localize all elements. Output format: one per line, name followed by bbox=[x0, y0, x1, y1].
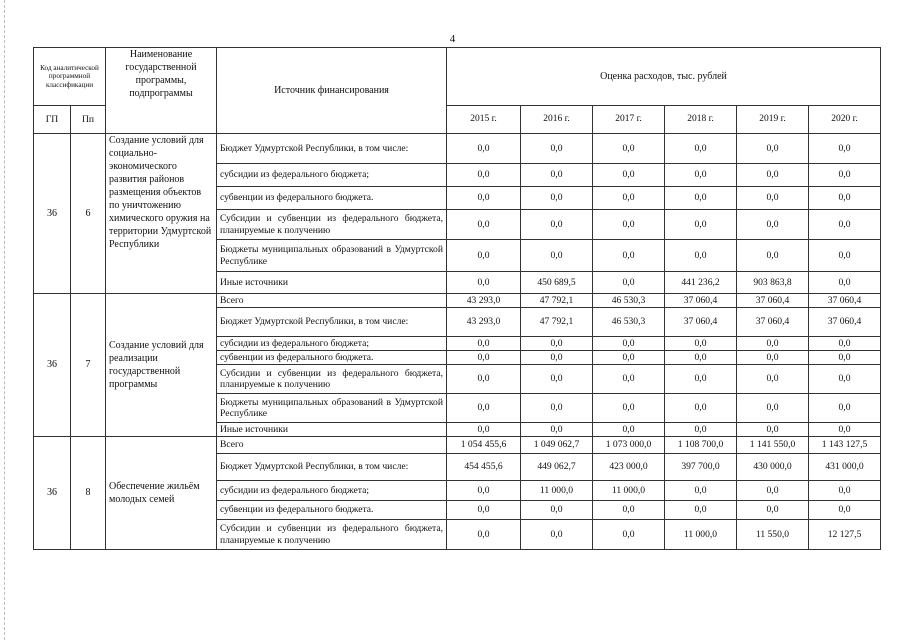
value-cell: 0,0 bbox=[737, 501, 809, 520]
table-row bbox=[34, 437, 881, 454]
program-name-cell: Создание условий для социально-экономического развития районов размещения объектов по уничтожению химического оружия на территории Удмуртской Республики bbox=[106, 134, 217, 294]
value-cell: 0,0 bbox=[447, 394, 521, 423]
code-pp-cell: 7 bbox=[71, 294, 106, 437]
value-cell: 0,0 bbox=[593, 164, 665, 187]
value-cell: 0,0 bbox=[521, 164, 593, 187]
value-cell: 0,0 bbox=[447, 240, 521, 272]
value-cell: 0,0 bbox=[737, 365, 809, 394]
value-cell: 0,0 bbox=[737, 351, 809, 365]
value-cell: 0,0 bbox=[737, 394, 809, 423]
table-body bbox=[34, 134, 881, 550]
header-year: 2017 г. bbox=[593, 106, 665, 134]
value-cell: 0,0 bbox=[665, 337, 737, 351]
value-cell: 0,0 bbox=[809, 164, 881, 187]
value-cell: 0,0 bbox=[665, 481, 737, 501]
header-year: 2015 г. bbox=[447, 106, 521, 134]
value-cell: 0,0 bbox=[521, 210, 593, 240]
funding-source-cell: субсидии из федерального бюджета; bbox=[217, 164, 447, 187]
code-pp-cell: 8 bbox=[71, 437, 106, 550]
value-cell: 0,0 bbox=[809, 365, 881, 394]
code-gp-cell: 36 bbox=[34, 437, 71, 550]
value-cell: 12 127,5 bbox=[809, 520, 881, 550]
value-cell: 397 700,0 bbox=[665, 454, 737, 481]
value-cell: 0,0 bbox=[593, 337, 665, 351]
value-cell: 0,0 bbox=[593, 520, 665, 550]
header-code-group: Код аналитической программной классификации bbox=[34, 48, 106, 106]
header-year: 2020 г. bbox=[809, 106, 881, 134]
value-cell: 0,0 bbox=[521, 423, 593, 437]
funding-source-cell: Иные источники bbox=[217, 272, 447, 294]
value-cell: 0,0 bbox=[447, 337, 521, 351]
table-row bbox=[34, 134, 881, 164]
funding-source-cell: Субсидии и субвенции из федерального бюджета, планируемые к получению bbox=[217, 520, 447, 550]
value-cell: 0,0 bbox=[665, 351, 737, 365]
value-cell: 441 236,2 bbox=[665, 272, 737, 294]
header-code-gp: ГП bbox=[34, 106, 71, 134]
table-header bbox=[34, 48, 881, 134]
funding-source-cell: Бюджеты муниципальных образований в Удмуртской Республике bbox=[217, 394, 447, 423]
value-cell: 0,0 bbox=[521, 394, 593, 423]
value-cell: 0,0 bbox=[521, 187, 593, 210]
value-cell: 37 060,4 bbox=[665, 294, 737, 308]
value-cell: 0,0 bbox=[447, 520, 521, 550]
header-year: 2018 г. bbox=[665, 106, 737, 134]
value-cell: 11 000,0 bbox=[593, 481, 665, 501]
program-name-cell: Обеспечение жильём молодых семей bbox=[106, 437, 217, 550]
header-code-pp: Пп bbox=[71, 106, 106, 134]
code-pp-cell: 6 bbox=[71, 134, 106, 294]
value-cell: 0,0 bbox=[593, 351, 665, 365]
funding-source-cell: субсидии из федерального бюджета; bbox=[217, 337, 447, 351]
funding-source-cell: субсидии из федерального бюджета; bbox=[217, 481, 447, 501]
value-cell: 0,0 bbox=[521, 337, 593, 351]
value-cell: 0,0 bbox=[521, 365, 593, 394]
value-cell: 0,0 bbox=[665, 423, 737, 437]
value-cell: 0,0 bbox=[521, 240, 593, 272]
funding-source-cell: субвенции из федерального бюджета. bbox=[217, 187, 447, 210]
value-cell: 11 550,0 bbox=[737, 520, 809, 550]
margin-rule bbox=[4, 0, 5, 640]
value-cell: 0,0 bbox=[447, 272, 521, 294]
value-cell: 0,0 bbox=[665, 134, 737, 164]
value-cell: 37 060,4 bbox=[737, 308, 809, 337]
value-cell: 0,0 bbox=[665, 210, 737, 240]
code-gp-cell: 36 bbox=[34, 134, 71, 294]
value-cell: 0,0 bbox=[809, 423, 881, 437]
value-cell: 0,0 bbox=[809, 187, 881, 210]
value-cell: 0,0 bbox=[737, 187, 809, 210]
funding-source-cell: Субсидии и субвенции из федерального бюджета, планируемые к получению bbox=[217, 365, 447, 394]
header-program-name: Наименование государственной программы, подпрограммы bbox=[106, 48, 217, 134]
header-year: 2016 г. bbox=[521, 106, 593, 134]
value-cell: 0,0 bbox=[665, 164, 737, 187]
value-cell: 454 455,6 bbox=[447, 454, 521, 481]
budget-table bbox=[33, 47, 881, 550]
header-expense-estimate: Оценка расходов, тыс. рублей bbox=[447, 48, 881, 106]
header-year: 2019 г. bbox=[737, 106, 809, 134]
value-cell: 0,0 bbox=[665, 187, 737, 210]
funding-source-cell: Бюджет Удмуртской Республики, в том числе: bbox=[217, 308, 447, 337]
value-cell: 0,0 bbox=[521, 351, 593, 365]
value-cell: 0,0 bbox=[447, 134, 521, 164]
value-cell: 0,0 bbox=[737, 337, 809, 351]
value-cell: 0,0 bbox=[737, 164, 809, 187]
value-cell: 1 108 700,0 bbox=[665, 437, 737, 454]
table-row bbox=[34, 294, 881, 308]
value-cell: 450 689,5 bbox=[521, 272, 593, 294]
value-cell: 0,0 bbox=[809, 240, 881, 272]
value-cell: 1 073 000,0 bbox=[593, 437, 665, 454]
value-cell: 0,0 bbox=[737, 423, 809, 437]
value-cell: 0,0 bbox=[447, 351, 521, 365]
value-cell: 37 060,4 bbox=[737, 294, 809, 308]
value-cell: 47 792,1 bbox=[521, 294, 593, 308]
value-cell: 37 060,4 bbox=[809, 308, 881, 337]
funding-source-cell: Иные источники bbox=[217, 423, 447, 437]
value-cell: 0,0 bbox=[593, 365, 665, 394]
value-cell: 0,0 bbox=[593, 272, 665, 294]
value-cell: 431 000,0 bbox=[809, 454, 881, 481]
value-cell: 0,0 bbox=[809, 481, 881, 501]
funding-source-cell: Бюджеты муниципальных образований в Удмуртской Республике bbox=[217, 240, 447, 272]
value-cell: 43 293,0 bbox=[447, 294, 521, 308]
funding-source-cell: Всего bbox=[217, 437, 447, 454]
value-cell: 37 060,4 bbox=[809, 294, 881, 308]
value-cell: 1 141 550,0 bbox=[737, 437, 809, 454]
funding-source-cell: Бюджет Удмуртской Республики, в том числе: bbox=[217, 134, 447, 164]
value-cell: 0,0 bbox=[593, 187, 665, 210]
funding-source-cell: Бюджет Удмуртской Республики, в том числе: bbox=[217, 454, 447, 481]
value-cell: 37 060,4 bbox=[665, 308, 737, 337]
value-cell: 0,0 bbox=[447, 210, 521, 240]
value-cell: 0,0 bbox=[809, 337, 881, 351]
code-gp-cell: 36 bbox=[34, 294, 71, 437]
value-cell: 1 143 127,5 bbox=[809, 437, 881, 454]
funding-source-cell: субвенции из федерального бюджета. bbox=[217, 351, 447, 365]
value-cell: 0,0 bbox=[593, 423, 665, 437]
value-cell: 0,0 bbox=[447, 501, 521, 520]
value-cell: 46 530,3 bbox=[593, 308, 665, 337]
value-cell: 46 530,3 bbox=[593, 294, 665, 308]
value-cell: 0,0 bbox=[809, 351, 881, 365]
value-cell: 0,0 bbox=[447, 365, 521, 394]
value-cell: 0,0 bbox=[521, 520, 593, 550]
page-number: 4 bbox=[449, 33, 456, 45]
value-cell: 0,0 bbox=[737, 240, 809, 272]
program-name-cell: Создание условий для реализации государственной программы bbox=[106, 294, 217, 437]
value-cell: 11 000,0 bbox=[665, 520, 737, 550]
value-cell: 0,0 bbox=[809, 394, 881, 423]
value-cell: 0,0 bbox=[809, 134, 881, 164]
value-cell: 0,0 bbox=[665, 394, 737, 423]
funding-source-cell: Всего bbox=[217, 294, 447, 308]
value-cell: 0,0 bbox=[447, 481, 521, 501]
value-cell: 0,0 bbox=[809, 210, 881, 240]
value-cell: 0,0 bbox=[593, 501, 665, 520]
value-cell: 423 000,0 bbox=[593, 454, 665, 481]
value-cell: 0,0 bbox=[447, 164, 521, 187]
value-cell: 449 062,7 bbox=[521, 454, 593, 481]
value-cell: 0,0 bbox=[593, 210, 665, 240]
value-cell: 0,0 bbox=[737, 210, 809, 240]
value-cell: 0,0 bbox=[809, 272, 881, 294]
value-cell: 11 000,0 bbox=[521, 481, 593, 501]
value-cell: 903 863,8 bbox=[737, 272, 809, 294]
value-cell: 47 792,1 bbox=[521, 308, 593, 337]
value-cell: 0,0 bbox=[521, 134, 593, 164]
value-cell: 0,0 bbox=[809, 501, 881, 520]
value-cell: 430 000,0 bbox=[737, 454, 809, 481]
value-cell: 0,0 bbox=[593, 240, 665, 272]
value-cell: 0,0 bbox=[521, 501, 593, 520]
value-cell: 0,0 bbox=[737, 481, 809, 501]
value-cell: 0,0 bbox=[737, 134, 809, 164]
value-cell: 1 049 062,7 bbox=[521, 437, 593, 454]
value-cell: 0,0 bbox=[447, 187, 521, 210]
funding-source-cell: субвенции из федерального бюджета. bbox=[217, 501, 447, 520]
value-cell: 0,0 bbox=[665, 240, 737, 272]
header-funding-source: Источник финансирования bbox=[217, 48, 447, 134]
value-cell: 0,0 bbox=[593, 134, 665, 164]
funding-source-cell: Субсидии и субвенции из федерального бюджета, планируемые к получению bbox=[217, 210, 447, 240]
value-cell: 0,0 bbox=[447, 423, 521, 437]
value-cell: 43 293,0 bbox=[447, 308, 521, 337]
value-cell: 0,0 bbox=[593, 394, 665, 423]
value-cell: 1 054 455,6 bbox=[447, 437, 521, 454]
value-cell: 0,0 bbox=[665, 365, 737, 394]
value-cell: 0,0 bbox=[665, 501, 737, 520]
